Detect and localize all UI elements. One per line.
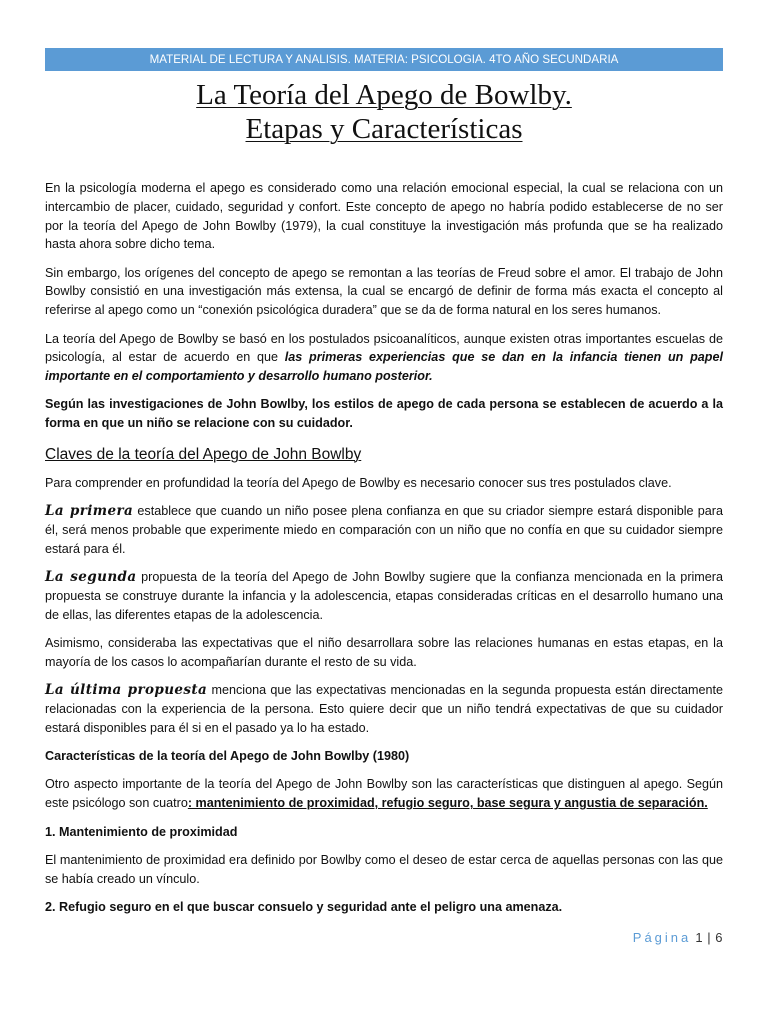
last-postulate-text: menciona que las expectativas mencionadas en la segunda propuesta están directamente relacionadas con la experiencia de la persona. Esto quiere decir que un niño tendrá expectativas de que su cuidador estará disponibles para él si en el pasado ya lo ha estado. bbox=[45, 683, 723, 735]
paragraph-origins: Sin embargo, los orígenes del concepto de apego se remontan a las teorías de Freud sobre el amor. El trabajo de John Bowlby consistió en una investigación más extensa, la cual se encargó de definir de forma más exacta el concepto al referirse al apego como un “conexión psicológica duradera” que se da de forma natural en los seres humanos. bbox=[45, 265, 723, 318]
subheading-proximity: 1. Mantenimiento de proximidad bbox=[45, 824, 238, 839]
paragraph-first-postulate bbox=[45, 502, 723, 558]
title-line-2: Etapas y Características bbox=[245, 113, 523, 145]
paragraph-psychoanalytic bbox=[45, 330, 723, 386]
paragraph-psychoanalytic-text: La teoría del Apego de Bowlby se basó en los postulados psicoanalíticos, aunque existen otras importantes escuelas de psicología, al estar de acuerdo en que bbox=[45, 331, 723, 365]
subheading-safe-haven: 2. Refugio seguro en el que buscar consuelo y seguridad ante el peligro una amenaza. bbox=[45, 899, 563, 914]
first-postulate-text: establece que cuando un niño posee plena confianza en que su criador siempre estará disponible para él, será menos probable que experimente miedo en comparación con un niño que no confía en que su cuidador siempre estará para él. bbox=[45, 504, 723, 556]
paragraph-keys-intro: Para comprender en profundidad la teoría del Apego de Bowlby es necesario conocer sus tres postulados clave. bbox=[45, 476, 672, 491]
first-postulate-lead: La primera bbox=[45, 503, 134, 520]
second-postulate-lead: La segunda bbox=[45, 569, 137, 586]
paragraph-characteristics bbox=[45, 775, 723, 813]
section-heading-keys: Claves de la teoría del Apego de John Bowlby bbox=[45, 446, 362, 464]
page-total: 6 bbox=[715, 930, 723, 945]
page-label: Página bbox=[632, 930, 692, 945]
paragraph-intro: En la psicología moderna el apego es considerado como una relación emocional especial, la cual se relaciona con un intercambio de placer, cuidado, seguridad y confort. Este concepto de apego no habría podido establecerse de no ser por la teoría del Apego de John Bowlby (1979), la cual constituye la investigación más profunda que se ha realizado hasta ahora sobre dicho tema. bbox=[45, 181, 723, 252]
title-line-1: La Teoría del Apego de Bowlby. bbox=[196, 79, 572, 111]
second-postulate-text: propuesta de la teoría del Apego de John Bowlby sugiere que la confianza mencionada en la primera propuesta se construye durante la infancia y la adolescencia, etapas consideradas críticas en el desarrollo humano una de ellas, las diferentes etapas de la adolescencia. bbox=[45, 570, 724, 622]
page-separator: | bbox=[707, 930, 712, 945]
page-footer bbox=[633, 930, 723, 945]
document-body bbox=[45, 179, 723, 926]
paragraph-proximity: El mantenimiento de proximidad era definido por Bowlby como el deseo de estar cerca de aquellas personas con las que se había creado un vínculo. bbox=[45, 852, 723, 886]
characteristics-text: Otro aspecto importante de la teoría del Apego de John Bowlby son las características que distinguen al apego. Según este psicólogo son cuatro bbox=[45, 777, 723, 811]
page-number: 1 bbox=[695, 930, 704, 945]
paragraph-psychoanalytic-emphasis: las primeras experiencias que se dan en la infancia tienen un papel importante en el comportamiento y desarrollo humano posterior. bbox=[45, 350, 723, 384]
page-title bbox=[45, 78, 723, 146]
paragraph-attachment-styles: Según las investigaciones de John Bowlby, los estilos de apego de cada persona se establecen de acuerdo a la forma en que un niño se relacione con su cuidador. bbox=[45, 397, 723, 431]
characteristics-list: : mantenimiento de proximidad, refugio seguro, base segura y angustia de separación. bbox=[187, 796, 708, 811]
paragraph-last-postulate bbox=[45, 681, 723, 737]
paragraph-expectations: Asimismo, consideraba las expectativas que el niño desarrollara sobre las relaciones humanas en estas etapas, en la mayoría de los casos lo acompañarían durante el resto de su vida. bbox=[45, 636, 723, 669]
paragraph-second-postulate bbox=[45, 568, 723, 624]
last-postulate-lead: La última propuesta bbox=[45, 682, 208, 699]
section-heading-characteristics: Características de la teoría del Apego de John Bowlby (1980) bbox=[45, 749, 410, 764]
document-banner: MATERIAL DE LECTURA Y ANALISIS. MATERIA: PSICOLOGIA. 4TO AÑO SECUNDARIA bbox=[45, 48, 723, 71]
